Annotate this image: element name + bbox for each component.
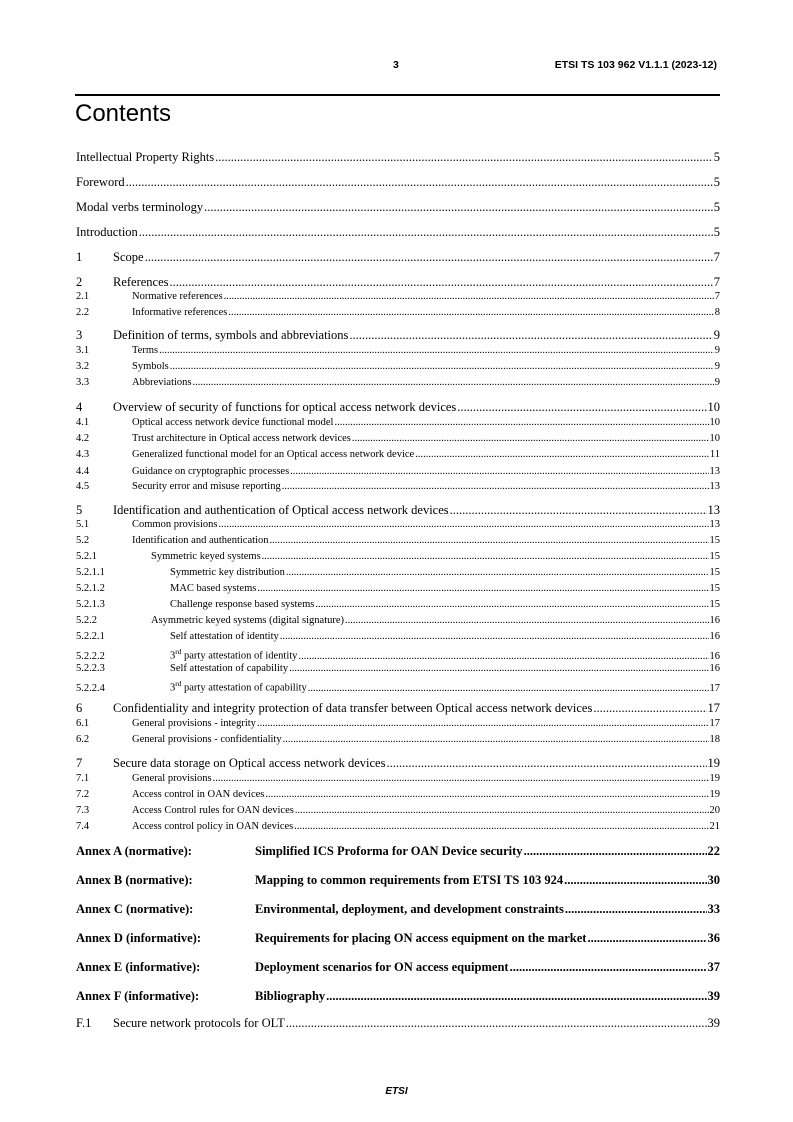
toc-entry-title: Modal verbs terminology xyxy=(76,200,204,214)
toc-entry-number: 5.2.2.4 xyxy=(76,682,105,694)
toc-entry[interactable] xyxy=(76,756,720,771)
toc-entry[interactable] xyxy=(76,449,720,460)
toc-entry[interactable] xyxy=(76,328,720,343)
toc-entry-title: MAC based systems xyxy=(170,583,257,594)
toc-leader-dots xyxy=(228,307,713,318)
toc-page-number: 16 xyxy=(709,663,720,674)
toc-entry-title: Symmetric keyed systems xyxy=(151,551,261,562)
toc-annex-entry[interactable] xyxy=(76,844,720,859)
toc-entry[interactable] xyxy=(76,291,720,302)
toc-entry-title: Mapping to common requirements from ETSI TS 103 924 xyxy=(255,873,564,887)
toc-entry-number: 5 xyxy=(76,503,83,517)
toc-entry-number: 3.1 xyxy=(76,345,90,356)
toc-entry-number: Annex A (normative): xyxy=(76,844,192,858)
toc-entry[interactable] xyxy=(76,663,720,674)
toc-leader-dots xyxy=(564,873,706,888)
toc-entry-title: Access Control rules for OAN devices xyxy=(132,805,294,816)
toc-entry-title: Security error and misuse reporting xyxy=(132,481,281,492)
toc-entry[interactable] xyxy=(76,789,720,800)
toc-entry-title: Access control policy in OAN devices xyxy=(132,821,294,832)
toc-entry-number: 4.2 xyxy=(76,433,90,444)
toc-entry-number: 5.2.2 xyxy=(76,615,97,626)
toc-page-number: 13 xyxy=(709,466,720,477)
toc-leader-dots xyxy=(224,291,714,302)
toc-entry-title: Common provisions xyxy=(132,519,218,530)
toc-entry-number: 4 xyxy=(76,400,83,414)
toc-entry-number: 2.1 xyxy=(76,291,90,302)
toc-entry[interactable] xyxy=(76,345,720,356)
toc-leader-dots xyxy=(213,773,709,784)
toc-entry-title: Informative references xyxy=(132,307,228,318)
toc-leader-dots xyxy=(204,200,713,215)
toc-entry[interactable] xyxy=(76,275,720,290)
toc-entry-title: Trust architecture in Optical access network devices xyxy=(132,433,351,444)
toc-entry-number: 5.2.2.2 xyxy=(76,650,105,662)
toc-entry[interactable] xyxy=(76,200,720,215)
toc-entry-number: 4.5 xyxy=(76,481,90,492)
toc-leader-dots xyxy=(415,449,709,460)
toc-entry-number: 7.1 xyxy=(76,773,90,784)
toc-entry-title: Environmental, deployment, and development constraints xyxy=(255,902,564,916)
toc-entry[interactable] xyxy=(76,175,720,190)
toc-entry[interactable] xyxy=(76,679,720,694)
toc-leader-dots xyxy=(290,466,708,477)
toc-entry[interactable] xyxy=(76,615,720,626)
toc-entry-number: 3.3 xyxy=(76,377,90,388)
toc-entry-number: 7.3 xyxy=(76,805,90,816)
toc-page-number: 39 xyxy=(707,989,720,1003)
toc-entry[interactable] xyxy=(76,1016,720,1031)
toc-leader-dots xyxy=(593,701,706,716)
toc-page-number: 21 xyxy=(709,821,720,832)
toc-entry[interactable] xyxy=(76,377,720,388)
toc-entry-title: Confidentiality and integrity protection of data transfer between Optical access network devices xyxy=(113,701,593,715)
toc-page-number: 15 xyxy=(709,535,720,546)
toc-entry-number: 4.1 xyxy=(76,417,90,428)
footer-etsi: ETSI xyxy=(385,1086,408,1097)
toc-entry-number: 5.2.2.1 xyxy=(76,631,105,642)
toc-entry[interactable] xyxy=(76,701,720,716)
toc-leader-dots xyxy=(510,960,707,975)
toc-entry-title: General provisions - integrity xyxy=(132,718,256,729)
toc-entry[interactable] xyxy=(76,400,720,415)
toc-entry-number: 5.2.1.1 xyxy=(76,567,105,578)
toc-entry-number: 6 xyxy=(76,701,83,715)
toc-entry[interactable] xyxy=(76,307,720,318)
toc-entry-number: 4.3 xyxy=(76,449,90,460)
toc-entry-title: Deployment scenarios for ON access equipment xyxy=(255,960,509,974)
toc-entry-number: 2.2 xyxy=(76,307,90,318)
toc-entry-number: 5.2.1.3 xyxy=(76,599,105,610)
header-rule xyxy=(75,94,720,96)
toc-annex-entry[interactable] xyxy=(76,960,720,975)
toc-page-number: 17 xyxy=(707,701,720,715)
toc-entry[interactable] xyxy=(76,519,720,530)
toc-entry[interactable] xyxy=(76,150,720,165)
toc-entry[interactable] xyxy=(76,417,720,428)
toc-leader-dots xyxy=(286,567,709,578)
toc-entry-number: 3 xyxy=(76,328,83,342)
toc-leader-dots xyxy=(286,1016,707,1031)
toc-entry[interactable] xyxy=(76,466,720,477)
toc-page-number: 22 xyxy=(707,844,720,858)
toc-leader-dots xyxy=(282,481,709,492)
toc-entry-title: Terms xyxy=(132,345,159,356)
toc-entry-number: 6.2 xyxy=(76,734,90,745)
toc-page-number: 37 xyxy=(707,960,720,974)
toc-page-number: 9 xyxy=(713,328,720,342)
toc-page-number: 17 xyxy=(709,718,720,729)
toc-leader-dots xyxy=(386,756,706,771)
toc-entry-number: 1 xyxy=(76,250,83,264)
toc-leader-dots xyxy=(349,328,712,343)
toc-entry[interactable] xyxy=(76,361,720,372)
toc-entry[interactable] xyxy=(76,718,720,729)
toc-leader-dots xyxy=(193,377,714,388)
toc-page-number: 8 xyxy=(714,307,720,318)
toc-entry-title: Simplified ICS Proforma for OAN Device security xyxy=(255,844,523,858)
toc-page-number: 10 xyxy=(707,400,720,414)
toc-entry-number: Annex D (informative): xyxy=(76,931,201,945)
toc-entry-number: 2 xyxy=(76,275,83,289)
toc-leader-dots xyxy=(126,175,713,190)
toc-leader-dots xyxy=(294,821,708,832)
toc-leader-dots xyxy=(289,663,708,674)
toc-annex-entry[interactable] xyxy=(76,902,720,917)
toc-entry-title: Generalized functional model for an Optical access network device xyxy=(132,449,415,460)
toc-page-number: 36 xyxy=(707,931,720,945)
toc-entry-number: 5.2 xyxy=(76,535,90,546)
toc-page-number: 19 xyxy=(707,756,720,770)
toc-page-number: 16 xyxy=(709,615,720,626)
toc-page-number: 19 xyxy=(709,773,720,784)
toc-entry-number: F.1 xyxy=(76,1016,92,1030)
toc-page-number: 9 xyxy=(714,361,720,372)
toc-entry-number: 7.4 xyxy=(76,821,90,832)
toc-leader-dots xyxy=(170,361,714,372)
toc-entry-title: Requirements for placing ON access equipment on the market xyxy=(255,931,587,945)
toc-entry-title: Normative references xyxy=(132,291,223,302)
toc-leader-dots xyxy=(308,683,709,694)
toc-page-number: 17 xyxy=(709,682,720,694)
toc-page-number: 30 xyxy=(707,873,720,887)
toc-entry[interactable] xyxy=(76,805,720,816)
toc-page-number: 9 xyxy=(714,345,720,356)
toc-leader-dots xyxy=(159,345,714,356)
toc-page-number: 13 xyxy=(709,481,720,492)
toc-leader-dots xyxy=(145,250,713,265)
toc-leader-dots xyxy=(215,150,713,165)
toc-annex-entry[interactable] xyxy=(76,873,720,888)
toc-entry[interactable] xyxy=(76,599,720,610)
toc-leader-dots xyxy=(334,417,708,428)
toc-entry-number: Annex C (normative): xyxy=(76,902,194,916)
toc-entry-number: 7.2 xyxy=(76,789,90,800)
toc-entry[interactable] xyxy=(76,631,720,642)
toc-entry-title: Self attestation of capability xyxy=(170,663,289,674)
toc-entry-title: Optical access network device functional model xyxy=(132,417,334,428)
toc-page-number: 10 xyxy=(709,417,720,428)
toc-leader-dots xyxy=(283,734,709,745)
toc-leader-dots xyxy=(587,931,706,946)
toc-entry-title: Access control in OAN devices xyxy=(132,789,265,800)
toc-entry-title: Self attestation of identity xyxy=(170,631,279,642)
toc-entry-number: Annex B (normative): xyxy=(76,873,193,887)
toc-entry[interactable] xyxy=(76,481,720,492)
toc-page-number: 5 xyxy=(713,225,720,239)
toc-page-number: 15 xyxy=(709,567,720,578)
toc-page-number: 15 xyxy=(709,599,720,610)
toc-entry[interactable] xyxy=(76,821,720,832)
toc-page-number: 5 xyxy=(713,175,720,189)
toc-leader-dots xyxy=(326,989,706,1004)
toc-leader-dots xyxy=(298,651,708,662)
toc-page-number: 9 xyxy=(714,377,720,388)
toc-entry-title: Scope xyxy=(113,250,144,264)
toc-entry-title: Identification and authentication xyxy=(132,535,269,546)
toc-entry-title: Identification and authentication of Optical access network devices xyxy=(113,503,449,517)
toc-page-number: 5 xyxy=(713,200,720,214)
toc-page-number: 19 xyxy=(709,789,720,800)
toc-leader-dots xyxy=(257,583,708,594)
toc-page-number: 16 xyxy=(709,650,720,662)
toc-annex-entry[interactable] xyxy=(76,989,720,1004)
toc-entry[interactable] xyxy=(76,535,720,546)
page-title: Contents xyxy=(75,100,172,127)
toc-leader-dots xyxy=(352,433,709,444)
toc-leader-dots xyxy=(139,225,713,240)
toc-entry-number: 4.4 xyxy=(76,466,90,477)
toc-entry[interactable] xyxy=(76,734,720,745)
toc-leader-dots xyxy=(565,902,707,917)
toc-entry-title: References xyxy=(113,275,169,289)
toc-entry[interactable] xyxy=(76,773,720,784)
toc-entry-number: 5.2.2.3 xyxy=(76,663,105,674)
toc-leader-dots xyxy=(295,805,709,816)
toc-page-number: 10 xyxy=(709,433,720,444)
toc-entry-number: Annex E (informative): xyxy=(76,960,201,974)
toc-leader-dots xyxy=(345,615,708,626)
toc-leader-dots xyxy=(315,599,708,610)
toc-entry-title: Foreword xyxy=(76,175,125,189)
toc-page-number: 11 xyxy=(709,449,720,460)
toc-leader-dots xyxy=(269,535,708,546)
toc-entry-title: Asymmetric keyed systems (digital signature) xyxy=(151,615,345,626)
toc-entry[interactable] xyxy=(76,647,720,662)
toc-entry-title: Bibliography xyxy=(255,989,326,1003)
toc-entry-title: Guidance on cryptographic processes xyxy=(132,466,290,477)
toc-page-number: 15 xyxy=(709,583,720,594)
toc-leader-dots xyxy=(265,789,708,800)
toc-entry-title: Definition of terms, symbols and abbreviations xyxy=(113,328,349,342)
toc-leader-dots xyxy=(170,275,713,290)
toc-entry-title: Symbols xyxy=(132,361,169,372)
toc-entry-title: Introduction xyxy=(76,225,138,239)
toc-entry[interactable] xyxy=(76,225,720,240)
toc-entry-title: General provisions - confidentiality xyxy=(132,734,282,745)
toc-entry[interactable] xyxy=(76,551,720,562)
toc-entry-title: Overview of security of functions for optical access network devices xyxy=(113,400,457,414)
toc-leader-dots xyxy=(218,519,708,530)
toc-entry-title: 3rd party attestation of identity xyxy=(170,647,298,662)
toc-leader-dots xyxy=(524,844,707,859)
header-document-id: ETSI TS 103 962 V1.1.1 (2023-12) xyxy=(554,59,717,71)
toc-entry-title: Intellectual Property Rights xyxy=(76,150,215,164)
toc-entry[interactable] xyxy=(76,567,720,578)
toc-page-number: 5 xyxy=(713,150,720,164)
toc-entry-title: Symmetric key distribution xyxy=(170,567,285,578)
header-page-number: 3 xyxy=(393,59,399,71)
toc-leader-dots xyxy=(457,400,706,415)
toc-entry[interactable] xyxy=(76,583,720,594)
toc-entry-number: 6.1 xyxy=(76,718,90,729)
toc-entry-title: Challenge response based systems xyxy=(170,599,315,610)
toc-entry-number: 5.1 xyxy=(76,519,90,530)
toc-entry[interactable] xyxy=(76,250,720,265)
toc-annex-entry[interactable] xyxy=(76,931,720,946)
toc-page-number: 18 xyxy=(709,734,720,745)
toc-leader-dots xyxy=(450,503,707,518)
toc-page-number: 7 xyxy=(713,250,720,264)
toc-page-number: 13 xyxy=(709,519,720,530)
toc-leader-dots xyxy=(280,631,709,642)
toc-entry-title: Abbreviations xyxy=(132,377,192,388)
toc-page-number: 20 xyxy=(709,805,720,816)
toc-entry-title: 3rd party attestation of capability xyxy=(170,679,307,694)
toc-page-number: 39 xyxy=(707,1016,720,1030)
toc-page-number: 33 xyxy=(707,902,720,916)
toc-page-number: 13 xyxy=(707,503,720,517)
toc-leader-dots xyxy=(257,718,709,729)
toc-entry[interactable] xyxy=(76,503,720,518)
toc-page-number: 16 xyxy=(709,631,720,642)
toc-entry-number: 3.2 xyxy=(76,361,90,372)
toc-entry-number: 7 xyxy=(76,756,83,770)
toc-entry-number: 5.2.1 xyxy=(76,551,97,562)
toc-entry-title: General provisions xyxy=(132,773,212,784)
toc-entry-number: Annex F (informative): xyxy=(76,989,200,1003)
toc-entry-title: Secure network protocols for OLT xyxy=(113,1016,285,1030)
toc-entry-number: 5.2.1.2 xyxy=(76,583,105,594)
toc-page-number: 15 xyxy=(709,551,720,562)
toc-leader-dots xyxy=(262,551,709,562)
toc-entry-title: Secure data storage on Optical access network devices xyxy=(113,756,386,770)
toc-page-number: 7 xyxy=(713,275,720,289)
toc-entry[interactable] xyxy=(76,433,720,444)
toc-page-number: 7 xyxy=(714,291,720,302)
